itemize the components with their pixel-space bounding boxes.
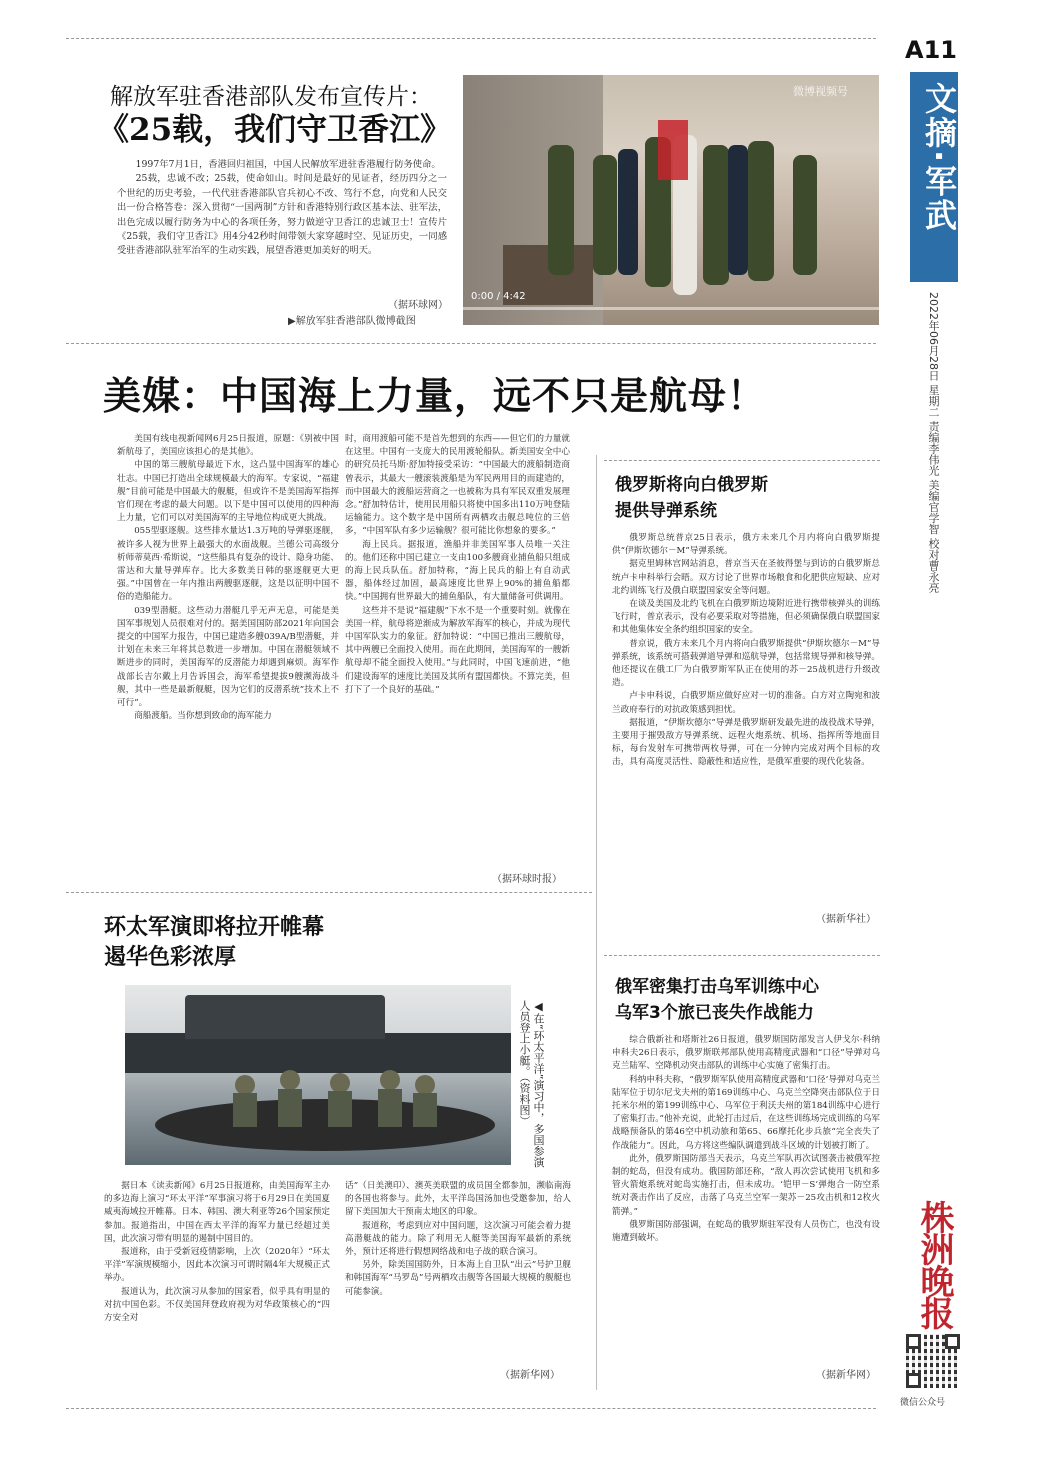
video-timestamp: 0:00 / 4:42	[471, 291, 526, 302]
article2-para: 039型潜艇。这些动力潜艇几乎无声无息，可能是美国军事规划人员很难对付的。据美国国防部2021年向国会提交的中国军力报告，中国已建造多艘039A/B型潜艇，并计划在未来三年将其总数进一步增加。中国在潜艇领域不断进步的同时，美国海军的反潜能力却遇到麻烦。海军作战部长吉尔戴上月告诉国会，海军希望提拔9艘濒海战斗舰，其中一些是最新舰艇，因为它们的反潜系统”技术上不可行”。	[117, 605, 339, 709]
article2-col2	[345, 433, 570, 867]
article4-photo-caption: ◀在“环太平洋”演习中，多国参演人员登上小艇。（资料图）	[518, 1000, 545, 1168]
article5-para: 俄罗斯国防部强调，在蛇岛的俄罗斯驻军没有人员伤亡，也没有设施遭到破坏。	[612, 1219, 880, 1244]
boat-drawing	[125, 985, 511, 1165]
article4-source: （据新华网）	[500, 1370, 560, 1381]
article5-title-line2: 乌军3个旅已丧失作战能力	[615, 1003, 814, 1023]
article4-para: 报道认为，此次演习从参加的国家看，似乎具有明显的对抗中国色彩。不仅美国拜登政府视为对华政策核心的“四方安全对	[104, 1286, 330, 1324]
video-screenshot-image	[463, 75, 879, 325]
article3-para: 在谈及美国及北约飞机在白俄罗斯边境附近进行携带核弹头的训练飞行时，普京表示，没有必要采取对等措施，但必须确保俄白联盟国家和其他集体安全条约组织国家的安全。	[612, 599, 880, 636]
article3-para: 卢卡申科说，白俄罗斯应做好应对一切的准备。白方对立陶宛和波兰政府奉行的对抗政策感到担忧。	[612, 691, 880, 715]
article4-para: 话”（日美澳印）、澳英美联盟的成员国全都参加，濒临南海的各国也将参与。此外，太平洋岛国汤加也受邀参加，给人留下美国加大干预南太地区的印象。	[345, 1181, 571, 1218]
article1-body	[117, 158, 447, 259]
qr-caption: 微信公众号	[900, 1398, 946, 1408]
article4-para: 另外，除美国国防外，日本海上自卫队“出云”号护卫舰和韩国海军“马罗岛”号两栖攻击舰等各国最大规模的舰艇也可能参演。	[345, 1260, 571, 1297]
article1-para: 1997年7月1日，香港回归祖国，中国人民解放军进驻香港履行防务使命。	[135, 159, 441, 170]
section-title: 文摘·军武	[920, 82, 958, 233]
article2-para: 055型驱逐舰。这些排水量达1.3万吨的导弹驱逐舰，被许多人视为世界上最强大的水面战舰。兰德公司高级分析师蒂莫西·希斯说，“这些船具有复杂的设计、隐身功能、雷达和大量导弹库存。比大多数美日韩的驱逐舰更大更强。”中国曾在一年内推出两艘驱逐舰，这是以征明中国不俗的造船能力。	[117, 526, 339, 603]
article2-title: 美媒：中国海上力量，远不只是航母！	[103, 374, 767, 418]
date-line: 2022年06月28日 星期二 责编李伟光 美编官学智 校对曹永亮	[927, 292, 940, 593]
article4-para: 据日本《读卖新闻》6月25日报道称，由美国海军主办的多边海上演习“环太平洋”军事演习将于6月29日在美国夏威夷海域拉开帷幕。日本、韩国、澳大利亚等26个国家预定参加。报道指出，中国在西太平洋的海军力量已经超过美国，此次演习带有明显的遏制中国目的。	[104, 1181, 330, 1244]
article2-para: 美国有线电视新闻网6月25日报道，原题：《别被中国新航母了，美国应该担心的是其他》。	[117, 434, 339, 458]
article1-para: 25载，忠诚不改；25载，使命如山。时间是最好的见证者，经历四分之一个世纪的历史考验，一代代驻香港部队官兵初心不改、笃行不怠，向党和人民交出一份合格答卷：深入贯彻“一国两制”方针和香港特别行政区基本法、驻军法，出色完成以履行防务为中心的各项任务，努力做逆守卫香江的忠诚卫士！宣传片《25载，我们守卫香江》用4分42秒时间带领大家穿越时空、见证历史，一同感受驻香港部队驻军治军的生动实践，展望香港更加美好的明天。	[117, 173, 447, 257]
article2-para: 中国的第三艘航母最近下水，这凸显中国海军的雄心壮志。中国已打造出全球规模最大的海军。专家说，“福建舰”目前可能是中国最大的舰艇，但或许不是美国海军指挥官们现在考虑的最大问题。以下是中国可以使用的四种海上力量，它们可以对美国海军的主导地位构成更大挑战。	[117, 460, 339, 524]
article1-title: 《25载，我们守卫香江》	[98, 112, 452, 148]
article3-para: 据克里姆林宫网站消息，普京当天在圣彼得堡与到访的白俄罗斯总统卢卡申科举行会晤。双方讨论了世界市场粮食和化肥供应短缺、应对北约训练飞行及俄白联盟国家安全等问题。	[612, 559, 880, 596]
article4-title-line1: 环太军演即将拉开帷幕	[104, 915, 325, 940]
article4-para: 报道称，考虑到应对中国问题，这次演习可能会着力提高潜艇战的能力。除了利用无人艇等美国海军最新的系统外，预计还将进行假想网络战和电子战的联合演习。	[345, 1220, 571, 1258]
divider	[604, 460, 880, 461]
top-rule	[66, 38, 876, 39]
article2-col1	[117, 433, 339, 885]
article2-para: 时，商用渡船可能不是首先想到的东西——但它们的力量就在这里。中国有一支庞大的民用渡轮船队。新美国安全中心的研究员托马斯·舒加特接受采访：“中国最大的渡船制造商曾表示，其最大一艘滚装渡船是为军民两用目的而建造的，而中国最大的渡船运营商之一也被称为具有军民双重发展理念。”舒加特估计，使用民用船只将使中国多出110万吨登陆运输能力。这个数字是中国所有两栖攻击舰总吨位的三倍多，“中国军队有多少运输舰？很可能比你想象的要多。”	[345, 434, 570, 537]
article3-para: 据报道，“伊斯坎德尔”导弹是俄罗斯研发最先进的战役战术导弹，主要用于摧毁敌方导弹系统、远程火炮系统、机场、指挥所等地面目标，每台发射车可携带两枚导弹，可在一分钟内完成对两个目标的攻击，具有高度灵活性、隐蔽性和适应性，是俄军重要的现代化装备。	[612, 717, 880, 768]
article4-title-line2: 遏华色彩浓厚	[104, 945, 237, 970]
article2-para: 商船渡船。当你想到致命的海军能力	[134, 711, 272, 722]
article2-para: 这些并不是说“福建舰”下水不是一个重要时刻。就像在美国一样，航母将逆渐成为解放军海军的核心，并成为现代中国军队实力的象征。舒加特说：“中国已推出三艘航母，其中两艘已全面投入使用。而在此期间，美国海军的一艘新航母却不能全面投入使用。”与此同时，中国飞速前进，“他们建设海军的速度比美国及其所有盟国都快。不算完美，但打下了一个良好的基础。”	[345, 605, 570, 695]
article4-col1	[104, 1180, 330, 1378]
page-number: A11	[905, 36, 957, 64]
masthead-logo: 株洲晚报	[914, 1200, 954, 1328]
article2-para: 海上民兵。据报道，渔船并非美国军事人员唯一关注的。他们还称中国已建立一支由100多艘商业捕鱼船只组成的海上民兵队伍。舒加特称，“海上民兵的船上有自动武器，船体经过加固，最高速度比世界上90%的捕鱼船都快。”中国拥有世界最大的捕鱼船队，有大量储备可供调用。	[345, 539, 570, 603]
article5-para: 此外，俄罗斯国防部当天表示，乌克兰军队再次试图袭击被俄军控制的蛇岛，但没有成功。俄国防部还称，“敌人再次尝试使用飞机和多管火箭炮系统对蛇岛实施打击，但未成功。‘铠甲－S’弹炮合一防空系统对袭击作出了反应，击落了乌克兰空军一架苏－25攻击机和12枚火箭弹。”	[612, 1153, 880, 1217]
divider	[604, 955, 880, 956]
article3-para: 普京说，俄方未来几个月内将向白俄罗斯提供“伊斯坎德尔－M”导弹系统，该系统可搭载弹道导弹和巡航导弹，包括常规导弹和核导弹。他还提议在俄工厂为白俄罗斯军队正在使用的苏－25战机进行升级改造。	[612, 638, 880, 689]
bottom-rule	[66, 1408, 876, 1409]
column-rule	[596, 455, 597, 1390]
video-watermark: 微博视频号	[793, 85, 848, 98]
article5-body	[612, 1034, 880, 1364]
article4-para: 报道称，由于受新冠疫情影响，上次（2020年）“环太平洋”军演规模缩小，因此本次演习可谓时隔4年大规模正式举办。	[104, 1247, 330, 1284]
article5-para: 科纳申科夫称，“俄罗斯军队使用高精度武器和‘口径’导弹对乌克兰陆军位于切尔尼戈夫州的第169训练中心、乌克兰空降突击部队位于日托米尔州的第199训练中心、乌军位于利沃夫州的第184训练中心进行了密集打击。”他补充说，此轮打击过后，在这些训练场完成训练的乌军战略预备队的第46空中机动旅和第65、66摩托化步兵旅“完全丧失了作战能力”。因此，乌方将这些编队调遣到战斗区域的计划被打断了。	[612, 1074, 880, 1151]
article1-source: （据环球网）	[388, 300, 448, 311]
section-banner	[910, 72, 958, 282]
article3-body	[612, 532, 880, 904]
article1-photo-caption: ▶解放军驻香港部队微博截图	[288, 316, 416, 327]
article3-para: 俄罗斯总统普京25日表示，俄方未来几个月内将向白俄罗斯提供“伊斯坎德尔－M”导弹系统。	[612, 533, 880, 557]
divider	[66, 892, 592, 893]
article5-source: （据新华网）	[816, 1370, 876, 1381]
article2-source: （据环球时报）	[492, 874, 562, 885]
article5-para: 综合俄新社和塔斯社26日报道，俄罗斯国防部发言人伊戈尔·科纳申科夫26日表示，俄罗斯联邦部队使用高精度武器和“口径”导弹对乌克兰陆军、空降机动突击部队的训练中心实施了密集打击。	[612, 1035, 880, 1072]
article1-kicker: 解放军驻香港部队发布宣传片：	[110, 84, 432, 110]
soldiers-drawing	[463, 75, 879, 325]
article3-source: （据新华社）	[816, 914, 876, 925]
article3-title-line1: 俄罗斯将向白俄罗斯	[615, 475, 768, 495]
article5-title-line1: 俄军密集打击乌军训练中心	[615, 977, 819, 997]
article3-title-line2: 提供导弹系统	[615, 501, 717, 521]
video-progress-bar[interactable]	[463, 307, 879, 310]
boat-photo-image	[125, 985, 511, 1165]
divider	[66, 343, 876, 344]
article4-col2	[345, 1180, 571, 1366]
qr-code-icon	[906, 1334, 960, 1388]
